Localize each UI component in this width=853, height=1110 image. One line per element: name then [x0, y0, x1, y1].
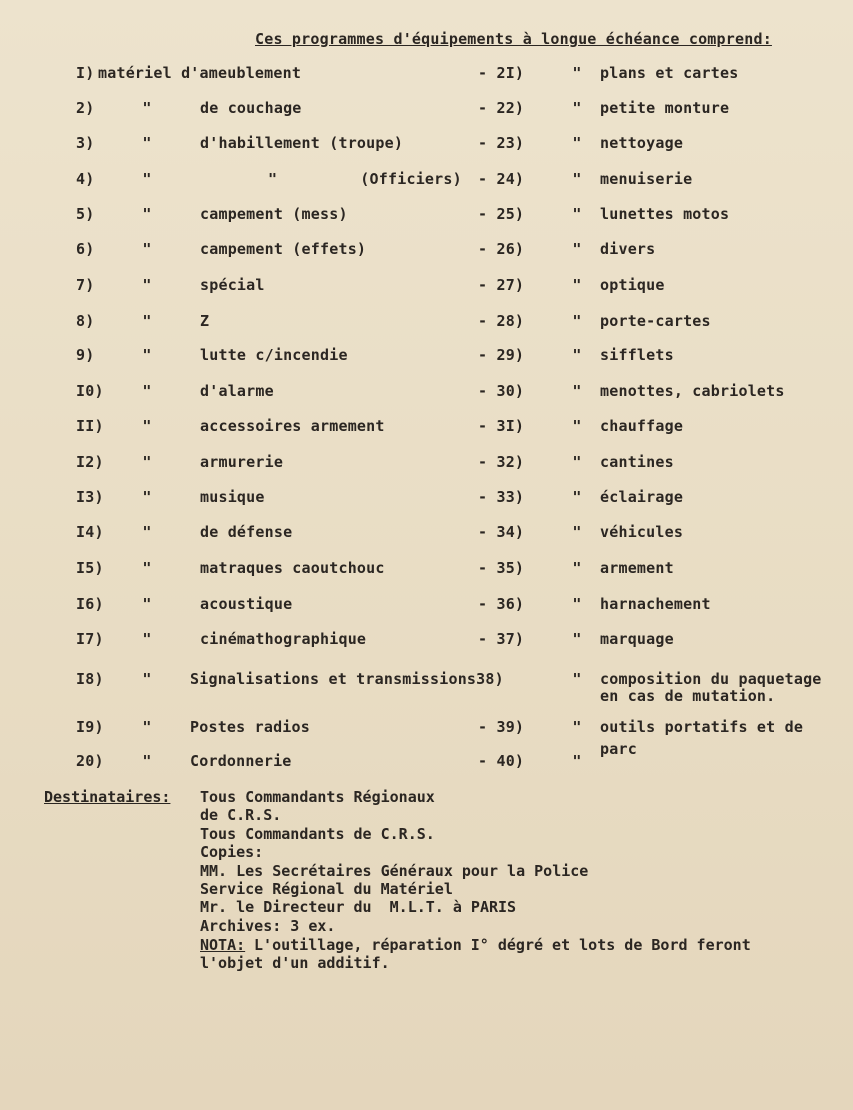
- right-ditto-mark: ": [572, 276, 582, 294]
- right-item-number: - 35): [478, 559, 525, 577]
- right-item-label: porte-cartes: [600, 312, 711, 330]
- right-ditto-mark: ": [572, 630, 582, 648]
- left-item-label: Postes radios: [190, 718, 310, 736]
- right-item-label: véhicules: [600, 523, 684, 541]
- right-item-label: harnachement: [600, 595, 711, 613]
- left-ditto-mark: ": [142, 630, 152, 648]
- left-item-number: 3): [76, 134, 95, 152]
- right-ditto-mark: ": [572, 64, 582, 82]
- left-item-number: 20): [76, 752, 104, 770]
- right-item-number: - 39): [478, 718, 525, 736]
- recipient-line: Copies:: [200, 843, 264, 862]
- left-item-label: de défense: [200, 523, 293, 541]
- right-ditto-mark: ": [572, 488, 582, 506]
- left-ditto-mark: ": [142, 276, 152, 294]
- left-ditto-mark: ": [142, 595, 152, 613]
- left-ditto-mark: ": [142, 453, 152, 471]
- right-item-number: - 40): [478, 752, 525, 770]
- left-ditto-mark: ": [142, 718, 152, 736]
- left-item-number: I4): [76, 523, 104, 541]
- right-item-number: - 34): [478, 523, 525, 541]
- right-item-label: chauffage: [600, 417, 684, 435]
- left-item-number: II): [76, 417, 104, 435]
- right-ditto-mark: ": [572, 718, 582, 736]
- recipient-line: MM. Les Secrétaires Généraux pour la Police: [200, 861, 589, 880]
- left-item-label: matraques caoutchouc: [200, 559, 385, 577]
- recipient-line: Tous Commandants Régionaux: [200, 788, 435, 806]
- right-ditto-mark: ": [572, 99, 582, 117]
- left-item-label: spécial: [200, 276, 265, 294]
- left-item-number: I6): [76, 595, 104, 613]
- row-18-continuation: en cas de mutation.: [600, 687, 776, 705]
- left-ditto-mark: ": [142, 205, 152, 223]
- recipients-label: Destinataires:: [44, 788, 171, 806]
- left-item-label: Signalisations et transmissions38): [190, 670, 504, 688]
- left-item-label: " (Officiers): [268, 170, 462, 188]
- left-ditto-mark: ": [142, 346, 152, 364]
- left-item-label: Z: [200, 312, 210, 330]
- left-ditto-mark: ": [142, 312, 152, 330]
- right-ditto-mark: ": [572, 670, 582, 688]
- left-item-number: I3): [76, 488, 104, 506]
- right-item-label: menuiserie: [600, 170, 693, 188]
- left-item-label: lutte c/incendie: [200, 346, 348, 364]
- right-item-number: - 37): [478, 630, 525, 648]
- right-item-label: divers: [600, 240, 656, 258]
- right-item-label: armement: [600, 559, 674, 577]
- left-ditto-mark: ": [142, 670, 152, 688]
- right-item-label: nettoyage: [600, 134, 684, 152]
- right-item-number: - 27): [478, 276, 525, 294]
- recipient-line: de C.R.S.: [200, 806, 282, 825]
- left-item-label: armurerie: [200, 453, 284, 471]
- right-item-label: plans et cartes: [600, 64, 739, 82]
- right-item-label: optique: [600, 276, 665, 294]
- left-ditto-mark: ": [142, 752, 152, 770]
- left-item-number: 4): [76, 170, 95, 188]
- left-ditto-mark: ": [142, 488, 152, 506]
- left-item-label: de couchage: [200, 99, 302, 117]
- nota-text-line-2: l'objet d'un additif.: [200, 954, 390, 972]
- right-item-label: marquage: [600, 630, 674, 648]
- nota-label: NOTA:: [200, 936, 246, 954]
- left-item-number: I9): [76, 718, 104, 736]
- right-ditto-mark: ": [572, 559, 582, 577]
- right-ditto-mark: ": [572, 453, 582, 471]
- left-item-label: Cordonnerie: [190, 752, 292, 770]
- right-ditto-mark: ": [572, 382, 582, 400]
- right-item-label: cantines: [600, 453, 674, 471]
- right-item-number: - 24): [478, 170, 525, 188]
- left-item-number: I5): [76, 559, 104, 577]
- left-item-number: 2): [76, 99, 95, 117]
- right-item-number: - 22): [478, 99, 525, 117]
- recipient-line: Service Régional du Matériel: [200, 880, 453, 898]
- left-item-label: campement (effets): [200, 240, 367, 258]
- right-ditto-mark: ": [572, 170, 582, 188]
- left-item-label: musique: [200, 488, 265, 506]
- recipient-line: Archives: 3 ex.: [200, 916, 336, 935]
- right-item-number: - 3I): [478, 417, 525, 435]
- right-item-number: - 36): [478, 595, 525, 613]
- left-ditto-mark: ": [142, 99, 152, 117]
- left-item-number: 8): [76, 312, 95, 330]
- left-item-label: matériel d'ameublement: [98, 64, 302, 82]
- right-item-label: sifflets: [600, 346, 674, 364]
- recipient-line: Mr. le Directeur du M.L.T. à PARIS: [200, 898, 517, 917]
- right-ditto-mark: ": [572, 595, 582, 613]
- page-title: Ces programmes d'équipements à longue échéance comprend:: [255, 30, 772, 48]
- right-ditto-mark: ": [572, 752, 582, 770]
- right-item-number: - 28): [478, 312, 525, 330]
- right-item-number: - 25): [478, 205, 525, 223]
- left-item-label: cinémathographique: [200, 630, 367, 648]
- left-item-number: 6): [76, 240, 95, 258]
- left-item-label: campement (mess): [200, 205, 348, 223]
- left-item-number: 5): [76, 205, 95, 223]
- right-ditto-mark: ": [572, 346, 582, 364]
- right-item-number: - 26): [478, 240, 525, 258]
- left-ditto-mark: ": [142, 523, 152, 541]
- recipient-line: Tous Commandants de C.R.S.: [200, 824, 435, 843]
- left-ditto-mark: ": [142, 559, 152, 577]
- left-item-label: d'habillement (troupe): [200, 134, 404, 152]
- left-item-number: I8): [76, 670, 104, 688]
- right-item-label: composition du paquetage: [600, 670, 822, 688]
- right-item-number: - 29): [478, 346, 525, 364]
- left-item-number: 9): [76, 346, 95, 364]
- left-item-label: accessoires armement: [200, 417, 385, 435]
- right-item-number: - 30): [478, 382, 525, 400]
- right-ditto-mark: ": [572, 523, 582, 541]
- right-item-number: - 23): [478, 134, 525, 152]
- left-ditto-mark: ": [142, 417, 152, 435]
- right-item-number: - 32): [478, 453, 525, 471]
- left-ditto-mark: ": [142, 240, 152, 258]
- left-item-label: d'alarme: [200, 382, 274, 400]
- left-item-number: I0): [76, 382, 104, 400]
- right-ditto-mark: ": [572, 417, 582, 435]
- right-item-label: menottes, cabriolets: [600, 382, 785, 400]
- right-item-number: - 33): [478, 488, 525, 506]
- left-item-number: I2): [76, 453, 104, 471]
- right-item-label: lunettes motos: [600, 205, 730, 223]
- right-item-label: outils portatifs et de: [600, 718, 804, 736]
- left-item-label: acoustique: [200, 595, 293, 613]
- right-item-number: - 2I): [478, 64, 525, 82]
- right-ditto-mark: ": [572, 312, 582, 330]
- right-ditto-mark: ": [572, 240, 582, 258]
- left-ditto-mark: ": [142, 382, 152, 400]
- left-item-number: I7): [76, 630, 104, 648]
- right-item-label: éclairage: [600, 488, 684, 506]
- nota-text: L'outillage, réparation I° dégré et lots de Bord feront: [245, 936, 751, 954]
- right-ditto-mark: ": [572, 205, 582, 223]
- left-item-number: 7): [76, 276, 95, 294]
- row-19-continuation: parc: [600, 740, 637, 758]
- left-ditto-mark: ": [142, 170, 152, 188]
- right-ditto-mark: ": [572, 134, 582, 152]
- left-ditto-mark: ": [142, 134, 152, 152]
- right-item-label: petite monture: [600, 99, 730, 117]
- left-item-number: I): [76, 64, 95, 82]
